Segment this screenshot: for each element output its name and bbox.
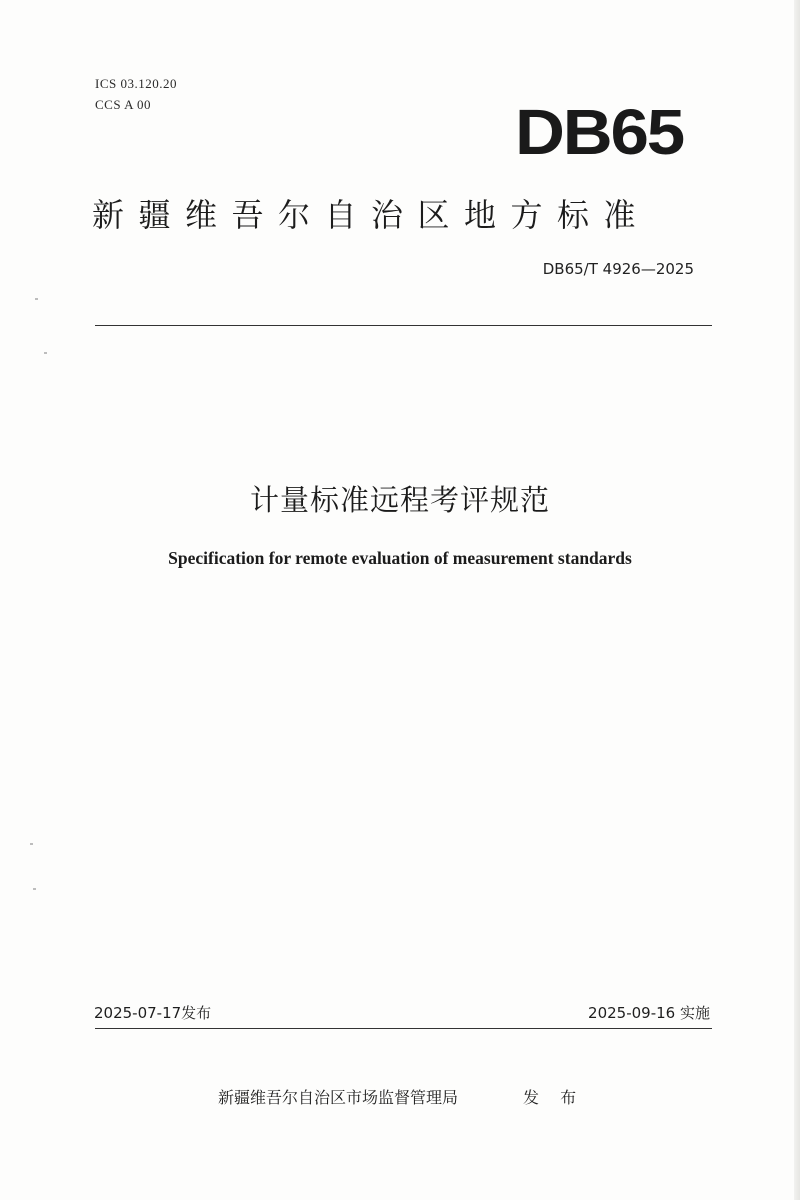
- standard-type: 新疆维吾尔自治区地方标准: [92, 196, 651, 234]
- ccs-code: CCS A 00: [95, 97, 152, 112]
- issue-date: 2025-07-17发布: [94, 1004, 212, 1022]
- bottom-divider: [95, 1028, 712, 1029]
- title-english: Specification for remote evaluation of measurement standards: [168, 548, 632, 568]
- ics-code: ICS 03.120.20: [95, 76, 177, 91]
- issuing-authority: 新疆维吾尔自治区市场监督管理局: [218, 1088, 459, 1107]
- title-chinese: 计量标准远程考评规范: [249, 483, 550, 517]
- top-divider: [95, 325, 712, 326]
- implementation-date: 2025-09-16 实施: [588, 1004, 710, 1022]
- scan-speck: [44, 352, 47, 354]
- standard-number: DB65/T 4926—2025: [542, 260, 694, 278]
- scan-speck: [35, 298, 38, 300]
- db-logo: DB65: [515, 96, 684, 168]
- scan-speck: [33, 888, 36, 890]
- scan-speck: [30, 843, 33, 845]
- publish-label: 发 布: [523, 1088, 585, 1107]
- page-edge: [794, 0, 800, 1200]
